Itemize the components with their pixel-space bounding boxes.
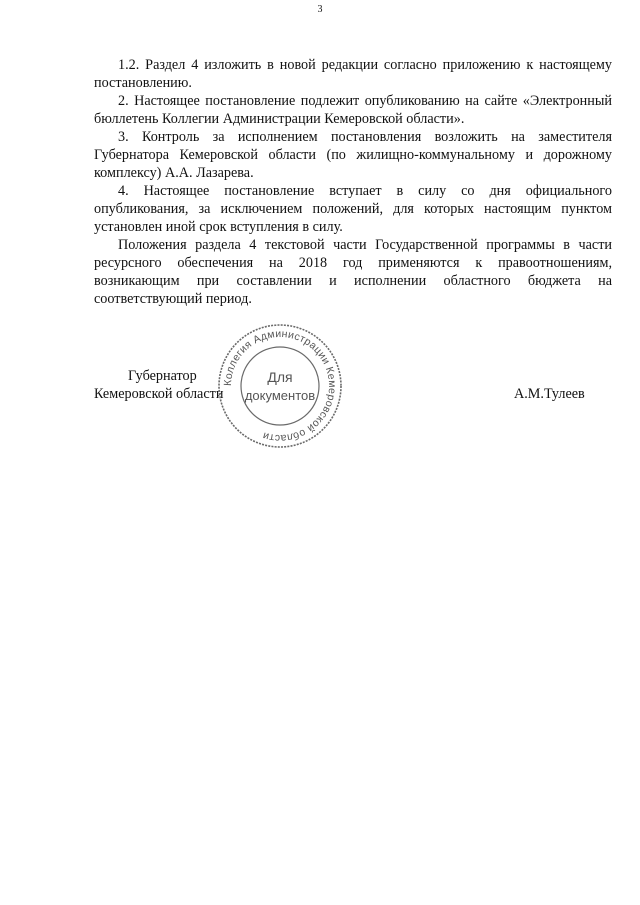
signatory-position-line1: Губернатор (128, 368, 197, 384)
stamp-ring-text: Коллегия Администрации Кемеровской области (221, 327, 339, 445)
official-seal-stamp (216, 322, 344, 450)
stamp-outer-ring (219, 325, 341, 447)
page-number: 3 (317, 4, 323, 15)
stamp-center-line2: документов (244, 388, 316, 403)
body-text (94, 56, 612, 308)
stamp-center-line1: Для (267, 369, 293, 385)
paragraph-3: 3. Контроль за исполнением постановления возложить на заместителя Губернатора Кемеровской области (по жилищно-коммунальному и дорожному комплексу) А.А. Лазарева. (94, 129, 612, 181)
paragraph-4: 4. Настоящее постановление вступает в силу со дня официального опубликования, за исключением положений, для которых настоящим пунктом установлен иной срок вступления в силу. (94, 183, 612, 235)
paragraph-2: 2. Настоящее постановление подлежит опубликованию на сайте «Электронный бюллетень Коллегии Администрации Кемеровской области». (94, 93, 612, 127)
paragraph-provisions: Положения раздела 4 текстовой части Государственной программы в части ресурсного обеспечения на 2018 год применяются к правоотношениям, возникающим при составлении и исполнении областного бюджета на соответствующий период. (94, 237, 612, 307)
signatory-position-line2: Кемеровской области (94, 386, 224, 402)
stamp-inner-ring (241, 347, 319, 425)
paragraph-1-2: 1.2. Раздел 4 изложить в новой редакции согласно приложению к настоящему постановлению. (94, 57, 612, 91)
signatory-name: А.М.Тулеев (514, 386, 585, 402)
